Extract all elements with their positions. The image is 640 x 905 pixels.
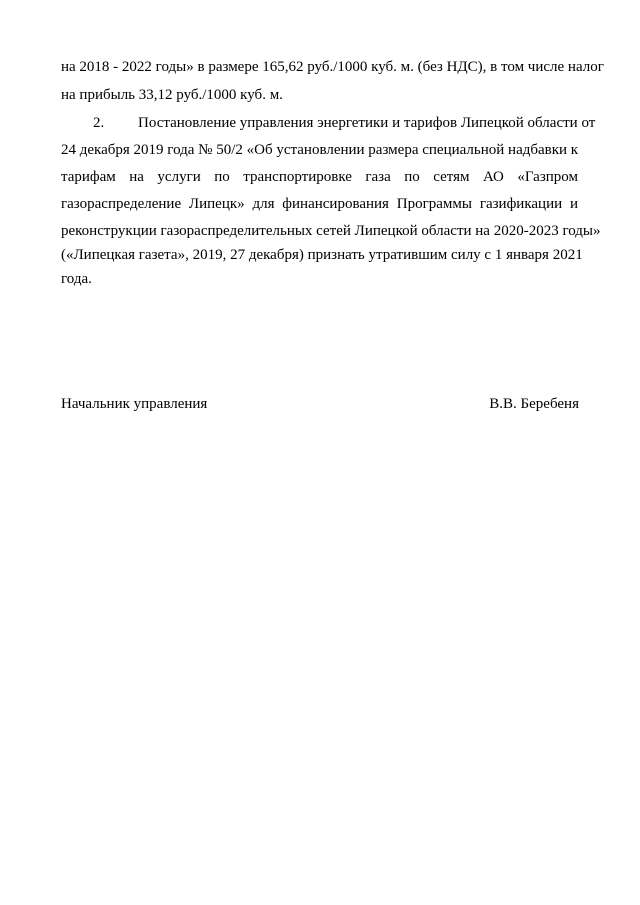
item-2-line-2: тарифам на услуги по транспортировке газа по сетям АО «Газпром: [61, 169, 578, 185]
item-2-line-1: 24 декабря 2019 года № 50/2 «Об установлении размера специальной надбавки к: [61, 142, 579, 158]
item-2-line-5: («Липецкая газета», 2019, 27 декабря) признать утратившим силу с 1 января 2021: [61, 247, 583, 263]
signature-position: Начальник управления: [61, 396, 208, 412]
item-2-number: 2.: [93, 115, 105, 131]
item-2-line-6: года.: [61, 271, 92, 287]
signature-name: В.В. Беребеня: [489, 396, 579, 412]
item-2-first-line: Постановление управления энергетики и тарифов Липецкой области от: [138, 115, 596, 131]
continuation-line-2: на прибыль 33,12 руб./1000 куб. м.: [61, 87, 283, 103]
item-2-line-3: газораспределение Липецк» для финансирования Программы газификации и: [61, 196, 578, 212]
continuation-line-1: на 2018 - 2022 годы» в размере 165,62 руб./1000 куб. м. (без НДС), в том числе налог: [61, 59, 604, 75]
item-2-line-4: реконструкции газораспределительных сетей Липецкой области на 2020-2023 годы»: [61, 223, 601, 239]
